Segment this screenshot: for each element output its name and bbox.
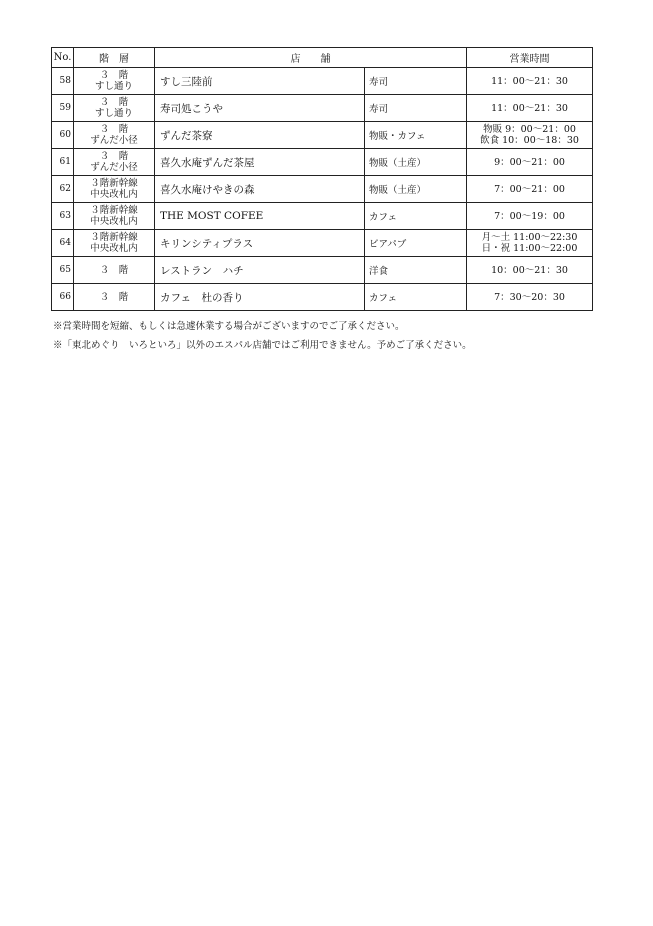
business-hours	[467, 68, 593, 95]
floor-line: ずんだ小径	[90, 162, 138, 173]
hours-line: 11：00～21：30	[491, 102, 568, 114]
floor-line: すし通り	[94, 108, 133, 119]
table-row	[52, 176, 593, 203]
shop-genre: 寿司	[365, 68, 467, 95]
header-no: No.	[52, 48, 74, 68]
hours-line: 10：00～21：30	[491, 264, 568, 276]
business-hours	[467, 149, 593, 176]
shop-name: 寿司処こうや	[155, 95, 365, 122]
business-hours	[467, 230, 593, 257]
hours-line: 7：00～19：00	[494, 210, 565, 222]
row-number: 58	[52, 68, 74, 95]
row-number: 62	[52, 176, 74, 203]
business-hours	[467, 176, 593, 203]
shop-genre: 寿司	[365, 95, 467, 122]
table-row	[52, 95, 593, 122]
floor-line: ３ 階	[99, 97, 129, 108]
table-row	[52, 230, 593, 257]
floor-cell	[74, 68, 155, 95]
floor-cell	[74, 284, 155, 311]
hours-line: 7：30～20：30	[494, 291, 565, 303]
floor-line: ３階新幹線	[90, 205, 138, 216]
row-number: 64	[52, 230, 74, 257]
hours-line: 11：00～21：30	[491, 75, 568, 87]
row-number: 60	[52, 122, 74, 149]
shop-genre: 物販・カフェ	[365, 122, 467, 149]
floor-line: ３ 階	[99, 124, 129, 135]
hours-line: 日・祝 11:00～22:00	[481, 243, 578, 254]
shop-genre: 物販（土産）	[365, 176, 467, 203]
shop-genre: カフェ	[365, 284, 467, 311]
floor-line: ３ 階	[99, 291, 129, 303]
hours-line: 9：00～21：00	[494, 156, 565, 168]
floor-line: ３ 階	[99, 151, 129, 162]
table-row	[52, 122, 593, 149]
business-hours	[467, 122, 593, 149]
shop-name: THE MOST COFEE	[155, 203, 365, 230]
note-hours-change: ※営業時間を短縮、もしくは急遽休業する場合がございますのでご了承ください。	[53, 321, 405, 332]
table-row	[52, 68, 593, 95]
shop-name: 喜久水庵ずんだ茶屋	[155, 149, 365, 176]
shop-name: カフェ 杜の香り	[155, 284, 365, 311]
floor-line: すし通り	[94, 81, 133, 92]
header-shop: 店 舗	[155, 48, 467, 68]
header-floor: 階 層	[74, 48, 155, 68]
shop-genre: ビアパブ	[365, 230, 467, 257]
shop-name: すし三陸前	[155, 68, 365, 95]
business-hours	[467, 203, 593, 230]
floor-line: 中央改札内	[90, 243, 138, 254]
table-row	[52, 284, 593, 311]
floor-cell	[74, 203, 155, 230]
floor-cell	[74, 149, 155, 176]
table-row	[52, 203, 593, 230]
floor-cell	[74, 122, 155, 149]
floor-cell	[74, 257, 155, 284]
shop-table	[51, 47, 593, 311]
floor-line: ３階新幹線	[90, 178, 138, 189]
row-number: 61	[52, 149, 74, 176]
row-number: 59	[52, 95, 74, 122]
hours-line: 7：00～21：00	[494, 183, 565, 195]
hours-line: 月～土 11:00～22:30	[481, 232, 578, 243]
header-hours: 営業時間	[467, 48, 593, 68]
floor-cell	[74, 176, 155, 203]
row-number: 63	[52, 203, 74, 230]
table-header-row	[52, 48, 593, 68]
shop-genre: カフェ	[365, 203, 467, 230]
floor-line: ３ 階	[99, 70, 129, 81]
row-number: 66	[52, 284, 74, 311]
shop-rows	[52, 68, 593, 311]
floor-line: ３階新幹線	[90, 232, 138, 243]
shop-name: 喜久水庵けやきの森	[155, 176, 365, 203]
floor-line: 中央改札内	[90, 189, 138, 200]
hours-line: 飲食 10：00～18：30	[480, 135, 579, 146]
floor-line: ずんだ小径	[90, 135, 138, 146]
floor-line: 中央改札内	[90, 216, 138, 227]
floor-line: ３ 階	[99, 264, 129, 276]
shop-genre: 物販（土産）	[365, 149, 467, 176]
business-hours	[467, 257, 593, 284]
floor-cell	[74, 230, 155, 257]
table-row	[52, 257, 593, 284]
business-hours	[467, 284, 593, 311]
table-row	[52, 149, 593, 176]
shop-name: レストラン ハチ	[155, 257, 365, 284]
business-hours	[467, 95, 593, 122]
note-usage-restriction: ※「東北めぐり いろといろ」以外のエスパル店舗ではご利用できません。予めご了承ください。	[53, 340, 472, 351]
row-number: 65	[52, 257, 74, 284]
hours-line: 物販 9：00～21：00	[483, 124, 576, 135]
shop-name: キリンシティプラス	[155, 230, 365, 257]
shop-name: ずんだ茶寮	[155, 122, 365, 149]
shop-genre: 洋食	[365, 257, 467, 284]
floor-cell	[74, 95, 155, 122]
